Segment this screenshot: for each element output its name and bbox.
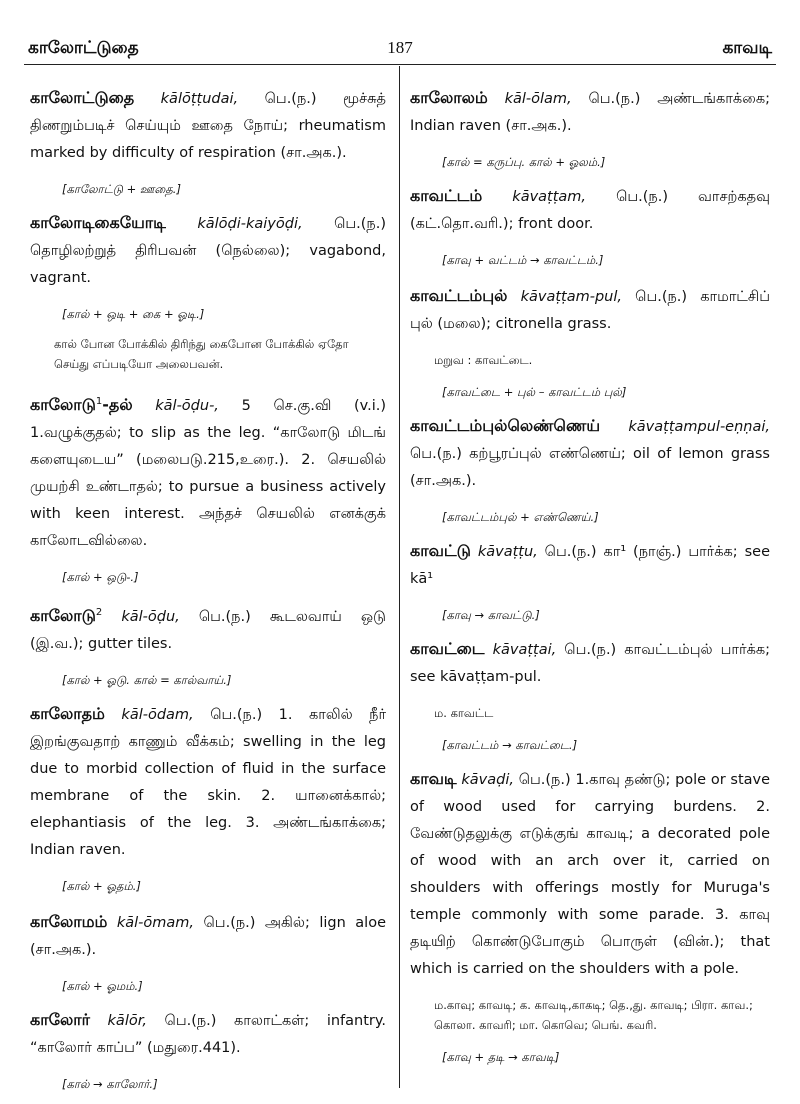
headword: காலோர்: [30, 1009, 90, 1029]
transliteration: kāvaṭṭu,: [477, 544, 538, 560]
running-head-right: காவடி: [722, 38, 772, 58]
etymology: [காவட்டம் → காவட்டை.]: [442, 738, 578, 752]
dictionary-entry: [30, 908, 386, 964]
headword: காலோதம்: [30, 703, 105, 723]
dictionary-entry: [30, 700, 386, 864]
etymology: [கால் + ஓமம்.]: [62, 978, 143, 993]
cognates-note: மறுவ : காவட்டை.: [434, 353, 533, 367]
transliteration: kāl-ōḍu,: [121, 608, 180, 625]
column-divider: [399, 66, 400, 1088]
transliteration: kālōṭṭudai,: [160, 91, 239, 107]
usage-note: கால் போன போக்கில் திரிந்து கைபோன போக்கில் ஏதோ செய்து எப்படியோ அலைபவன்.: [54, 337, 349, 371]
headword: காலோடு: [30, 394, 96, 414]
transliteration: kāl-ōmam,: [116, 914, 195, 931]
header-rule: [24, 64, 776, 65]
definition: பெ.(ந.) கற்பூரப்புல் எண்ணெய்; oil of lemon grass (சா.அக.).: [410, 446, 770, 489]
etymology: [கால் + ஒடு-.]: [62, 569, 139, 584]
cognates-note: ம. காவட்ட: [434, 706, 494, 720]
dictionary-entry: [30, 599, 386, 658]
etymology: [காவு + தடி → காவடி]: [442, 1050, 560, 1064]
etymology: [காவு → காவட்டு.]: [442, 608, 540, 622]
dictionary-entry: [410, 84, 770, 140]
dictionary-entry: [30, 1006, 386, 1062]
definition: 5 செ.கு.வி (v.i.) 1.வழுக்குதல்; to slip as the leg. “காலோடு மிடங் களையுடைய” (மலைபடு.215,உரை.). 2. செயலில் முயற்சி உண்டாதல்; to pursue a business actively with keen interest. அந்தச் செயலில் எனக்குக் காலோடவில்லை.: [30, 397, 387, 549]
transliteration: kālōḍi-kaiyōḍi,: [197, 216, 303, 232]
right-column: [410, 84, 770, 1077]
definition: பெ.(ந.) காலாட்கள்; infantry. “காலோர் காப்ப” (மதுரை.441).: [30, 1012, 387, 1056]
dictionary-entry: [410, 635, 770, 691]
etymology: [காவட்டை + புல் – காவட்டம் புல்]: [442, 385, 627, 399]
transliteration: kāvaṭṭam-pul,: [520, 289, 622, 305]
definition: பெ.(ந.) கூடலவாய் ஒடு (இ.வ.); gutter tiles.: [30, 608, 386, 652]
definition: பெ.(ந.) தொழிலற்றுத் திரிபவன் (நெல்லை); vagabond, vagrant.: [30, 216, 386, 286]
headword: காவட்டை: [410, 639, 485, 658]
etymology: [காலோட்டு + ஊதை.]: [62, 182, 181, 196]
headword: காவட்டு: [410, 541, 471, 560]
headword: காவட்டம்புல்: [410, 286, 508, 305]
etymology: [காவட்டம்புல் + எண்ணெய்.]: [442, 510, 599, 524]
etymology: [கால் → காலோர்.]: [62, 1076, 158, 1091]
definition: பெ.(ந.) கா¹ (நாஞ்.) பார்க்க; see kā¹: [410, 544, 770, 587]
etymology: [கால் + ஒடி + கை + ஓடி.]: [62, 307, 205, 321]
definition: பெ.(ந.) 1.காவு தண்டு; pole or stave of wood used for carrying burdens. 2. வேண்டுதலுக்கு எடுக்குங் காவடி; a decorated pole of wood with an arch over it, carried on shoulders with offerings mostly for Muruga's temple commonly with some parade. 3. காவு தடியிற் கொண்டுபோகும் பொருள் (வின்.); that which is carried on the shoulders with a pole.: [410, 772, 771, 977]
headword: காலோடு: [30, 605, 96, 625]
left-column: [30, 84, 386, 1104]
etymology: [கால் + ஓடு. கால் = கால்வாய்.]: [62, 672, 232, 687]
dictionary-entry: [30, 84, 386, 167]
transliteration: kāvaṭṭam,: [512, 189, 587, 205]
transliteration: kāl-ōḍu-,: [155, 397, 219, 414]
homonym-number: 2: [95, 606, 103, 618]
dictionary-entry: [30, 388, 386, 555]
headword-suffix: -தல்: [102, 394, 133, 414]
definition: பெ.(ந.) காவட்டம்புல் பார்க்க; see kāvaṭṭam-pul.: [410, 642, 771, 685]
definition: பெ.(ந.) வாசற்கதவு (கட்.தொ.வரி.); front door.: [410, 189, 770, 232]
headword: காலோமம்: [30, 911, 108, 931]
transliteration: kāl-ōdam,: [121, 706, 194, 723]
definition: பெ.(ந.) அகில்; lign aloe (சா.அக.).: [30, 914, 386, 958]
cognates-note: ம.காவு; காவடி; க. காவடி,காகடி; தெ.,து. காவடி; பிரா. காவ.; கொலா. காவரி; மா. கொவெ; பெங். கவரி.: [434, 998, 753, 1032]
dictionary-entry: [410, 282, 770, 338]
transliteration: kāvaṭṭampul-eṇṇai,: [628, 419, 770, 435]
transliteration: kāl-ōlam,: [504, 91, 572, 107]
running-head-left: காலோட்டுதை: [28, 38, 139, 58]
headword: காலோடிகையோடி: [30, 213, 166, 232]
headword: காலோலம்: [410, 88, 488, 107]
transliteration: kāvaḍi,: [461, 772, 514, 788]
dictionary-entry: [410, 765, 770, 983]
headword: காவட்டம்: [410, 186, 483, 205]
etymology: [கால் = கருப்பு. கால் + ஓலம்.]: [442, 155, 606, 169]
page-number: 187: [387, 38, 413, 57]
headword: காவட்டம்புல்லெண்ணெய்: [410, 416, 601, 435]
definition: பெ.(ந.) காமாட்சிப் புல் (மலை); citronella grass.: [410, 289, 770, 332]
dictionary-entry: [410, 182, 770, 238]
headword: காலோட்டுதை: [30, 88, 135, 107]
definition: பெ.(ந.) 1. காலில் நீர் இறங்குவதாற் காணும் வீக்கம்; swelling in the leg due to morbid collection of fluid in the surface membrane of the skin. 2. யானைக்கால்; elephantiasis of the leg. 3. அண்டங்காக்கை; Indian raven.: [30, 706, 387, 858]
headword: காவடி: [410, 769, 457, 788]
dictionary-entry: [410, 537, 770, 593]
definition: பெ.(ந.) அண்டங்காக்கை; Indian raven (சா.அக.).: [410, 91, 771, 134]
dictionary-entry: [30, 209, 386, 292]
etymology: [காவு + வட்டம் → காவட்டம்.]: [442, 253, 604, 267]
dictionary-entry: [410, 412, 770, 495]
homonym-number: 1: [95, 396, 103, 407]
definition: பெ.(ந.) மூச்சுத் திணறும்படிச் செய்யும் ஊதை நோய்; rheumatism marked by difficulty of respiration (சா.அக.).: [30, 91, 387, 161]
transliteration: kāvaṭṭai,: [492, 642, 557, 658]
etymology: [கால் + ஓதம்.]: [62, 878, 141, 893]
transliteration: kālōr,: [107, 1012, 147, 1029]
